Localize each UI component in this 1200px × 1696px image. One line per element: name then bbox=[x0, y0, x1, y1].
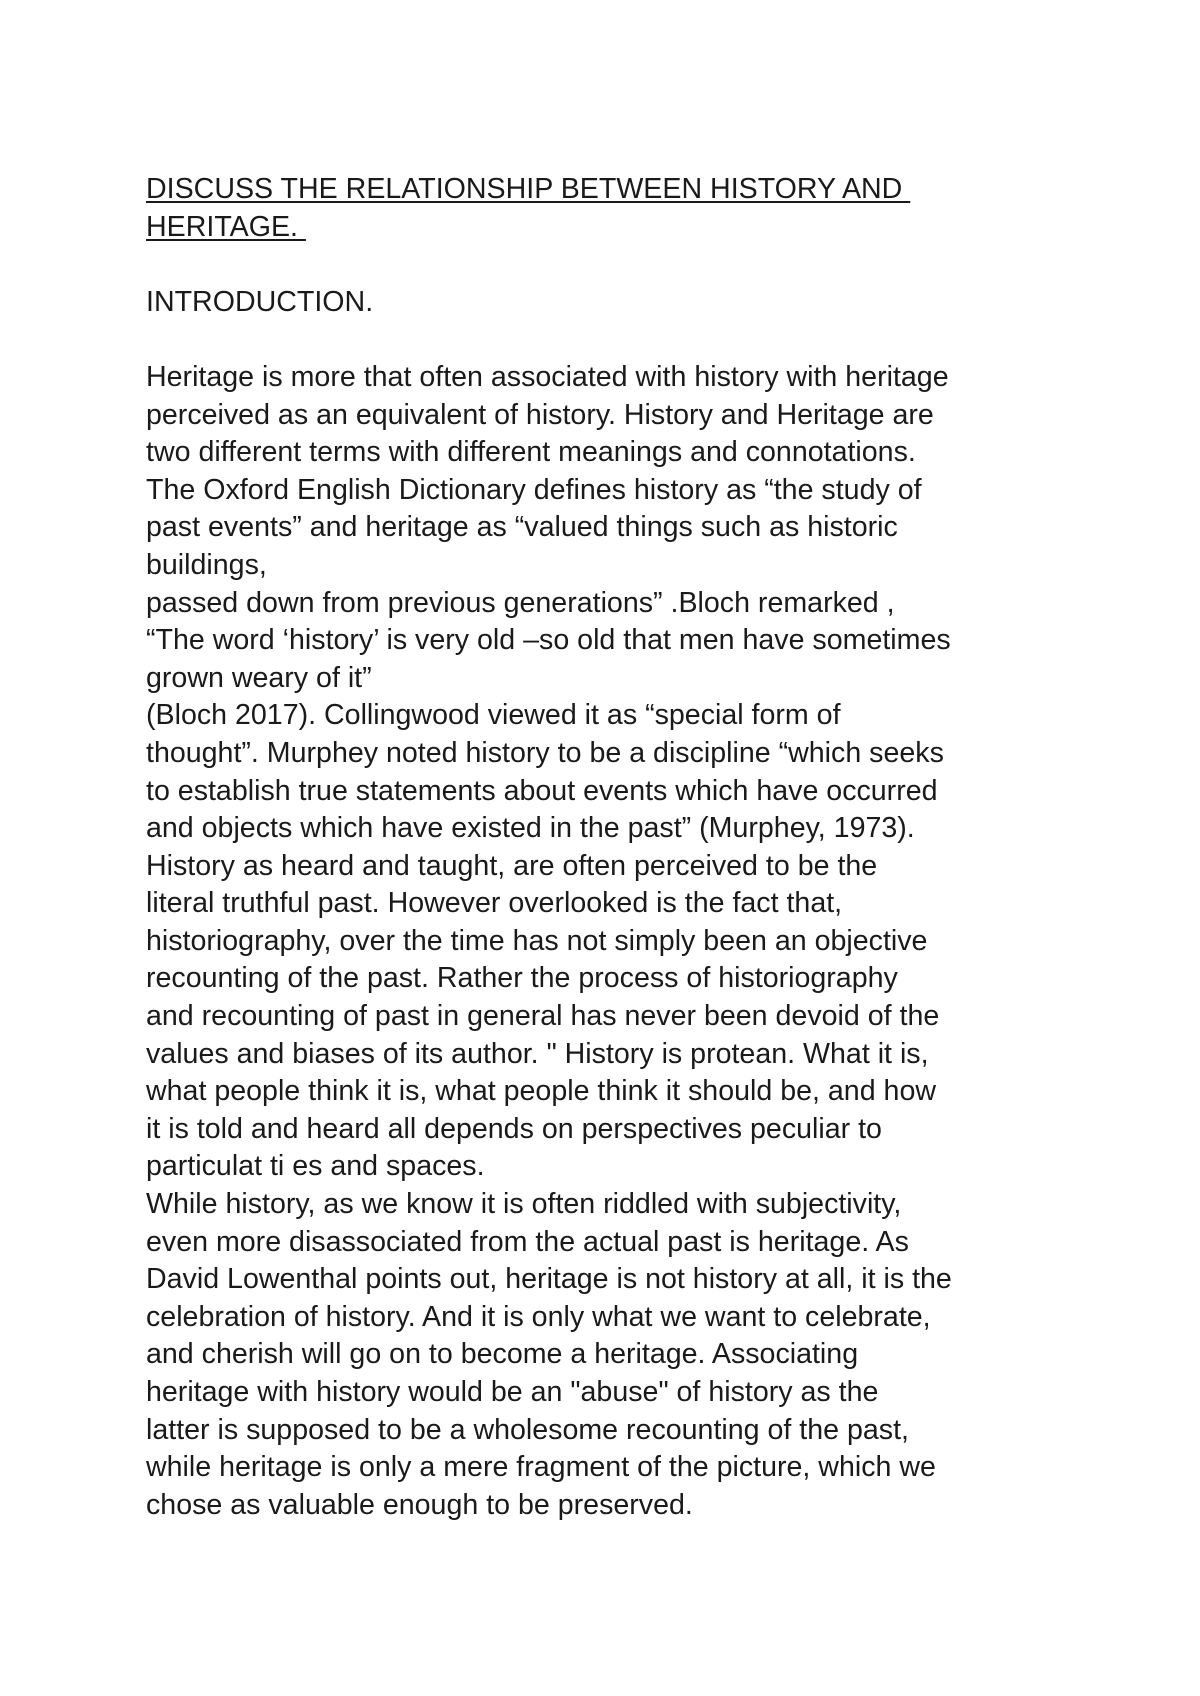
body-line: The Oxford English Dictionary defines history as “the study of bbox=[146, 473, 922, 506]
body-line: while heritage is only a mere fragment of the picture, which we bbox=[146, 1451, 936, 1484]
body-line: “The word ‘history’ is very old –so old that men have sometimes bbox=[146, 624, 951, 657]
body-line: what people think it is, what people think it should be, and how bbox=[146, 1075, 937, 1108]
title-line: HERITAGE. bbox=[146, 210, 306, 243]
body-line: and cherish will go on to become a heritage. Associating bbox=[146, 1338, 859, 1371]
document-title bbox=[146, 171, 1086, 246]
body-line: it is told and heard all depends on perspectives peculiar to bbox=[146, 1112, 882, 1145]
body-line: While history, as we know it is often riddled with subjectivity, bbox=[146, 1188, 902, 1221]
body-line: values and biases of its author. " History is protean. What it is, bbox=[146, 1037, 929, 1070]
body-line: two different terms with different meanings and connotations. bbox=[146, 436, 916, 469]
title-line: DISCUSS THE RELATIONSHIP BETWEEN HISTORY AND bbox=[146, 173, 911, 205]
body-line: David Lowenthal points out, heritage is not history at all, it is the bbox=[146, 1263, 952, 1296]
body-line: (Bloch 2017). Collingwood viewed it as “special form of bbox=[146, 699, 841, 732]
document-content bbox=[146, 171, 1086, 1524]
body-line: perceived as an equivalent of history. History and Heritage are bbox=[146, 398, 934, 431]
body-line: Heritage is more that often associated with history with heritage bbox=[146, 360, 949, 393]
body-line: historiography, over the time has not simply been an objective bbox=[146, 924, 928, 957]
body-line: even more disassociated from the actual past is heritage. As bbox=[146, 1225, 909, 1258]
body-line: literal truthful past. However overlooked is the fact that, bbox=[146, 887, 843, 920]
body-line: grown weary of it” bbox=[146, 661, 372, 694]
body-line: History as heard and taught, are often perceived to be the bbox=[146, 849, 878, 882]
section-heading: INTRODUCTION. bbox=[146, 285, 374, 318]
body-line: celebration of history. And it is only what we want to celebrate, bbox=[146, 1300, 931, 1333]
body-line: thought”. Murphey noted history to be a discipline “which seeks bbox=[146, 736, 944, 769]
body-line: and objects which have existed in the past” (Murphey, 1973). bbox=[146, 812, 915, 845]
body-line: heritage with history would be an "abuse" of history as the bbox=[146, 1376, 879, 1408]
body-line: chose as valuable enough to be preserved. bbox=[146, 1488, 693, 1521]
body-line: past events” and heritage as “valued things such as historic bbox=[146, 511, 898, 544]
body-line: particulat ti es and spaces. bbox=[146, 1150, 485, 1183]
body-line: recounting of the past. Rather the process of historiography bbox=[146, 962, 898, 995]
body-paragraph bbox=[146, 359, 1086, 1524]
body-line: to establish true statements about events which have occurred bbox=[146, 774, 938, 807]
body-line: passed down from previous generations” .Bloch remarked , bbox=[146, 586, 895, 619]
body-line: latter is supposed to be a wholesome recounting of the past, bbox=[146, 1413, 909, 1446]
body-line: buildings, bbox=[146, 548, 267, 581]
body-line: and recounting of past in general has never been devoid of the bbox=[146, 1000, 940, 1033]
